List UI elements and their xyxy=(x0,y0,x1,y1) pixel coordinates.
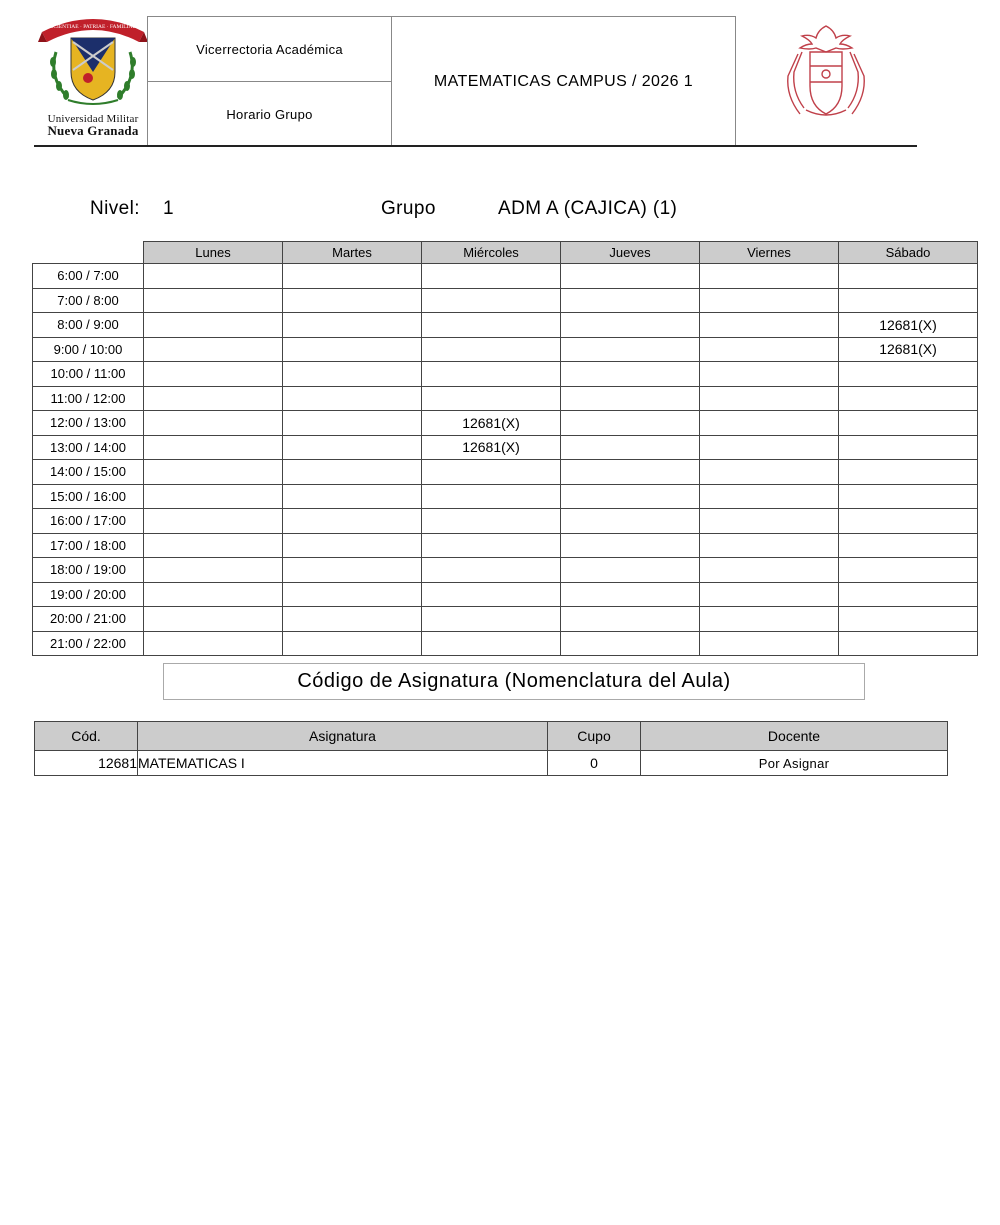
schedule-cell xyxy=(283,533,422,558)
schedule-cell xyxy=(700,509,839,534)
schedule-cell xyxy=(839,411,978,436)
schedule-cell: 12681(X) xyxy=(839,313,978,338)
schedule-body xyxy=(33,264,978,656)
schedule-cell xyxy=(422,509,561,534)
day-header: Lunes xyxy=(144,242,283,264)
day-header: Sábado xyxy=(839,242,978,264)
schedule-cell xyxy=(283,386,422,411)
schedule-cell xyxy=(144,607,283,632)
subject-cupo: 0 xyxy=(548,751,641,776)
schedule-cell xyxy=(422,288,561,313)
subjects-table xyxy=(34,721,948,776)
day-header: Miércoles xyxy=(422,242,561,264)
schedule-cell xyxy=(839,558,978,583)
time-slot-label: 21:00 / 22:00 xyxy=(33,631,144,656)
schedule-cell xyxy=(283,582,422,607)
schedule-cell xyxy=(422,558,561,583)
colombia-coat-of-arms-icon xyxy=(780,22,872,122)
university-crest-icon xyxy=(38,12,148,112)
logo-name-line2: Nueva Granada xyxy=(47,123,139,138)
schedule-cell xyxy=(700,435,839,460)
schedule-cell xyxy=(839,509,978,534)
schedule-cell xyxy=(144,362,283,387)
time-slot-label: 9:00 / 10:00 xyxy=(33,337,144,362)
schedule-cell xyxy=(700,607,839,632)
schedule-cell xyxy=(422,484,561,509)
schedule-corner xyxy=(33,242,144,264)
schedule-row xyxy=(33,264,978,289)
time-slot-label: 12:00 / 13:00 xyxy=(33,411,144,436)
schedule-cell: 12681(X) xyxy=(422,411,561,436)
time-slot-label: 10:00 / 11:00 xyxy=(33,362,144,387)
schedule-cell xyxy=(422,386,561,411)
grupo-label: Grupo xyxy=(381,198,436,219)
schedule-table xyxy=(32,241,978,656)
schedule-row xyxy=(33,386,978,411)
nivel-label: Nivel: xyxy=(90,198,140,219)
schedule-cell xyxy=(422,533,561,558)
schedule-cell xyxy=(144,386,283,411)
schedule-cell xyxy=(144,337,283,362)
schedule-cell xyxy=(144,288,283,313)
schedule-cell xyxy=(700,337,839,362)
schedule-cell xyxy=(283,313,422,338)
day-header: Jueves xyxy=(561,242,700,264)
schedule-cell xyxy=(839,607,978,632)
schedule-cell xyxy=(283,558,422,583)
schedule-cell xyxy=(561,411,700,436)
schedule-cell xyxy=(839,631,978,656)
col-header-cupo: Cupo xyxy=(548,722,641,751)
schedule-cell xyxy=(700,386,839,411)
schedule-cell xyxy=(283,362,422,387)
schedule-cell xyxy=(700,313,839,338)
schedule-cell xyxy=(839,435,978,460)
vicerrectoria-label: Vicerrectoria Académica xyxy=(147,16,392,82)
schedule-row xyxy=(33,435,978,460)
schedule-row xyxy=(33,484,978,509)
subject-code: 12681 xyxy=(35,751,138,776)
time-slot-label: 14:00 / 15:00 xyxy=(33,460,144,485)
col-header-cod: Cód. xyxy=(35,722,138,751)
schedule-cell xyxy=(422,460,561,485)
schedule-cell xyxy=(283,264,422,289)
schedule-cell xyxy=(283,337,422,362)
schedule-cell xyxy=(144,460,283,485)
schedule-cell xyxy=(422,631,561,656)
schedule-row xyxy=(33,411,978,436)
schedule-header-row xyxy=(33,242,978,264)
schedule-cell xyxy=(283,509,422,534)
schedule-cell xyxy=(839,533,978,558)
schedule-cell xyxy=(839,386,978,411)
header-divider xyxy=(34,145,917,147)
schedule-cell: 12681(X) xyxy=(422,435,561,460)
schedule-cell xyxy=(700,484,839,509)
col-header-docente: Docente xyxy=(641,722,948,751)
schedule-row xyxy=(33,337,978,362)
schedule-row xyxy=(33,631,978,656)
schedule-row xyxy=(33,509,978,534)
legend-caption: Código de Asignatura (Nomenclatura del Aula) xyxy=(163,663,865,700)
time-slot-label: 6:00 / 7:00 xyxy=(33,264,144,289)
schedule-cell xyxy=(422,313,561,338)
schedule-cell xyxy=(283,288,422,313)
time-slot-label: 18:00 / 19:00 xyxy=(33,558,144,583)
schedule-cell xyxy=(700,362,839,387)
schedule-cell xyxy=(144,582,283,607)
schedule-row xyxy=(33,533,978,558)
page-title: MATEMATICAS CAMPUS / 2026 1 xyxy=(391,16,736,147)
subjects-body xyxy=(35,751,948,776)
subject-docente: Por Asignar xyxy=(641,751,948,776)
schedule-cell xyxy=(700,288,839,313)
subject-row xyxy=(35,751,948,776)
schedule-cell xyxy=(561,607,700,632)
schedule-row xyxy=(33,582,978,607)
schedule-cell xyxy=(144,558,283,583)
col-header-asignatura: Asignatura xyxy=(138,722,548,751)
schedule-cell xyxy=(144,411,283,436)
schedule-cell xyxy=(283,607,422,632)
time-slot-label: 16:00 / 17:00 xyxy=(33,509,144,534)
schedule-cell xyxy=(144,631,283,656)
schedule-row xyxy=(33,460,978,485)
schedule-cell xyxy=(422,337,561,362)
schedule-cell xyxy=(561,484,700,509)
schedule-cell xyxy=(839,582,978,607)
schedule-cell xyxy=(144,509,283,534)
schedule-cell xyxy=(561,435,700,460)
schedule-cell xyxy=(144,484,283,509)
subjects-header-row xyxy=(35,722,948,751)
schedule-row xyxy=(33,362,978,387)
schedule-cell xyxy=(561,558,700,583)
schedule-cell xyxy=(283,484,422,509)
schedule-cell xyxy=(700,582,839,607)
time-slot-label: 8:00 / 9:00 xyxy=(33,313,144,338)
horario-grupo-label: Horario Grupo xyxy=(147,81,392,147)
schedule-cell xyxy=(700,264,839,289)
logo-name-line1: Universidad Militar xyxy=(47,113,139,125)
time-slot-label: 15:00 / 16:00 xyxy=(33,484,144,509)
schedule-cell xyxy=(561,509,700,534)
schedule-cell xyxy=(700,558,839,583)
schedule-cell xyxy=(144,264,283,289)
schedule-row xyxy=(33,313,978,338)
schedule-cell xyxy=(561,288,700,313)
schedule-cell xyxy=(283,460,422,485)
schedule-cell xyxy=(144,435,283,460)
schedule-cell: 12681(X) xyxy=(839,337,978,362)
time-slot-label: 7:00 / 8:00 xyxy=(33,288,144,313)
time-slot-label: 17:00 / 18:00 xyxy=(33,533,144,558)
schedule-cell xyxy=(561,313,700,338)
schedule-cell xyxy=(700,533,839,558)
schedule-cell xyxy=(561,460,700,485)
schedule-cell xyxy=(839,264,978,289)
time-slot-label: 11:00 / 12:00 xyxy=(33,386,144,411)
schedule-cell xyxy=(283,411,422,436)
time-slot-label: 13:00 / 14:00 xyxy=(33,435,144,460)
schedule-cell xyxy=(422,607,561,632)
schedule-cell xyxy=(561,362,700,387)
day-header: Viernes xyxy=(700,242,839,264)
schedule-cell xyxy=(144,313,283,338)
logo-motto: SCIENTIAE · PATRIAE · FAMILIAE xyxy=(50,24,136,30)
schedule-cell xyxy=(561,631,700,656)
schedule-cell xyxy=(839,460,978,485)
schedule-cell xyxy=(283,435,422,460)
time-slot-label: 19:00 / 20:00 xyxy=(33,582,144,607)
schedule-cell xyxy=(422,362,561,387)
schedule-row xyxy=(33,607,978,632)
day-header: Martes xyxy=(283,242,422,264)
schedule-cell xyxy=(561,533,700,558)
schedule-row xyxy=(33,288,978,313)
university-logo xyxy=(38,12,148,142)
schedule-cell xyxy=(561,582,700,607)
schedule-cell xyxy=(839,362,978,387)
schedule-cell xyxy=(561,337,700,362)
schedule-cell xyxy=(839,288,978,313)
time-slot-label: 20:00 / 21:00 xyxy=(33,607,144,632)
schedule-cell xyxy=(561,264,700,289)
nivel-value: 1 xyxy=(163,198,174,219)
subject-name: MATEMATICAS I xyxy=(138,751,548,776)
schedule-row xyxy=(33,558,978,583)
schedule-cell xyxy=(839,484,978,509)
schedule-cell xyxy=(700,631,839,656)
schedule-cell xyxy=(422,264,561,289)
schedule-cell xyxy=(561,386,700,411)
grupo-value: ADM A (CAJICA) (1) xyxy=(498,198,678,219)
schedule-cell xyxy=(700,460,839,485)
schedule-cell xyxy=(144,533,283,558)
schedule-cell xyxy=(283,631,422,656)
schedule-cell xyxy=(422,582,561,607)
schedule-cell xyxy=(700,411,839,436)
